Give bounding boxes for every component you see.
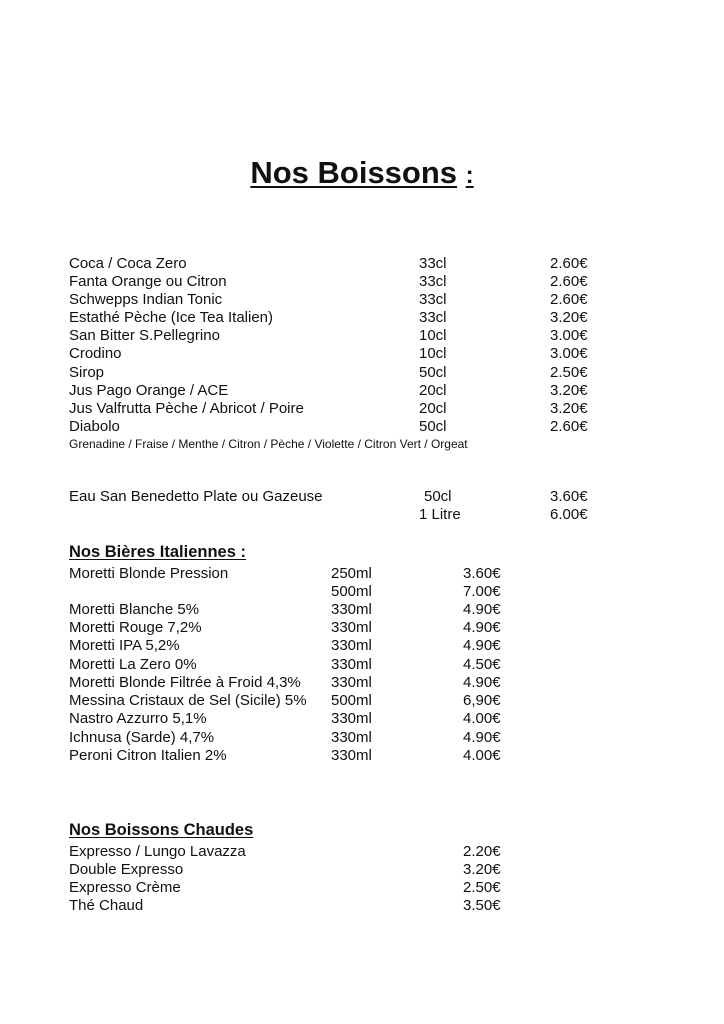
item-name: Thé Chaud <box>69 897 144 914</box>
item-name: Expresso Crème <box>69 879 181 896</box>
item-name: Messina Cristaux de Sel (Sicile) 5% <box>69 692 307 709</box>
item-name: San Bitter S.Pellegrino <box>69 327 220 344</box>
item-price: 6.00€ <box>550 506 588 523</box>
item-price: 3.50€ <box>463 897 501 914</box>
item-price: 3.20€ <box>550 400 588 417</box>
item-name: Schwepps Indian Tonic <box>69 291 223 308</box>
item-price: 7.00€ <box>463 583 501 600</box>
item-volume: 33cl <box>419 309 447 326</box>
item-price: 3.60€ <box>463 565 501 582</box>
item-volume: 10cl <box>419 345 447 362</box>
item-price: 2.50€ <box>550 364 588 381</box>
item-volume: 330ml <box>331 710 372 727</box>
item-name: Moretti La Zero 0% <box>69 656 197 673</box>
item-volume: 1 Litre <box>419 506 461 523</box>
item-volume: 330ml <box>331 601 372 618</box>
item-name: Moretti Blanche 5% <box>69 601 200 618</box>
item-price: 3.00€ <box>550 327 588 344</box>
item-volume: 20cl <box>419 382 447 399</box>
item-volume: 50cl <box>424 488 452 505</box>
item-name: Nastro Azzurro 5,1% <box>69 710 207 727</box>
item-volume: 330ml <box>331 656 372 673</box>
item-volume: 10cl <box>419 327 447 344</box>
item-volume: 500ml <box>331 583 372 600</box>
item-name: Coca / Coca Zero <box>69 255 187 272</box>
item-price: 2.60€ <box>550 273 588 290</box>
item-volume: 33cl <box>419 291 447 308</box>
item-price: 3.20€ <box>550 309 588 326</box>
item-price: 4.00€ <box>463 747 501 764</box>
page-title-text: Nos Boissons <box>250 155 458 190</box>
item-price: 2.60€ <box>550 291 588 308</box>
item-volume: 330ml <box>331 637 372 654</box>
item-volume: 50cl <box>419 364 447 381</box>
item-price: 3.60€ <box>550 488 588 505</box>
item-price: 2.60€ <box>550 255 588 272</box>
page-title <box>0 155 724 191</box>
item-volume: 330ml <box>331 747 372 764</box>
beers-section-title: Nos Bières Italiennes : <box>69 543 246 561</box>
item-name: Crodino <box>69 345 122 362</box>
hot-section-title: Nos Boissons Chaudes <box>69 821 254 839</box>
item-price: 3.20€ <box>550 382 588 399</box>
item-price: 4.90€ <box>463 674 501 691</box>
item-volume: 500ml <box>331 692 372 709</box>
item-name: Double Expresso <box>69 861 184 878</box>
item-price: 6,90€ <box>463 692 501 709</box>
item-volume: 330ml <box>331 729 372 746</box>
item-name: Diabolo <box>69 418 120 435</box>
item-price: 4.90€ <box>463 729 501 746</box>
item-volume: 250ml <box>331 565 372 582</box>
item-price: 4.90€ <box>463 601 501 618</box>
item-volume: 330ml <box>331 619 372 636</box>
item-volume: 33cl <box>419 255 447 272</box>
item-name: Jus Valfrutta Pèche / Abricot / Poire <box>69 400 304 417</box>
item-price: 4.00€ <box>463 710 501 727</box>
item-volume: 50cl <box>419 418 447 435</box>
item-price: 3.20€ <box>463 861 501 878</box>
item-name: Moretti Blonde Filtrée à Froid 4,3% <box>69 674 301 691</box>
item-name: Expresso / Lungo Lavazza <box>69 843 246 860</box>
item-price: 3.00€ <box>550 345 588 362</box>
item-price: 2.60€ <box>550 418 588 435</box>
item-name: Jus Pago Orange / ACE <box>69 382 229 399</box>
item-name: Peroni Citron Italien 2% <box>69 747 227 764</box>
item-price: 4.50€ <box>463 656 501 673</box>
item-price: 2.20€ <box>463 843 501 860</box>
diabolo-flavours: Grenadine / Fraise / Menthe / Citron / Pèche / Violette / Citron Vert / Orgeat <box>69 437 468 451</box>
item-name: Moretti IPA 5,2% <box>69 637 180 654</box>
item-name: Moretti Rouge 7,2% <box>69 619 202 636</box>
item-volume: 330ml <box>331 674 372 691</box>
item-volume: 20cl <box>419 400 447 417</box>
item-name: Eau San Benedetto Plate ou Gazeuse <box>69 488 323 505</box>
page-title-colon: : <box>465 162 474 189</box>
item-name: Sirop <box>69 364 105 381</box>
item-name: Fanta Orange ou Citron <box>69 273 227 290</box>
item-name: Moretti Blonde Pression <box>69 565 229 582</box>
item-price: 4.90€ <box>463 619 501 636</box>
item-price: 2.50€ <box>463 879 501 896</box>
item-price: 4.90€ <box>463 637 501 654</box>
item-name: Ichnusa (Sarde) 4,7% <box>69 729 215 746</box>
item-name: Estathé Pèche (Ice Tea Italien) <box>69 309 274 326</box>
item-volume: 33cl <box>419 273 447 290</box>
